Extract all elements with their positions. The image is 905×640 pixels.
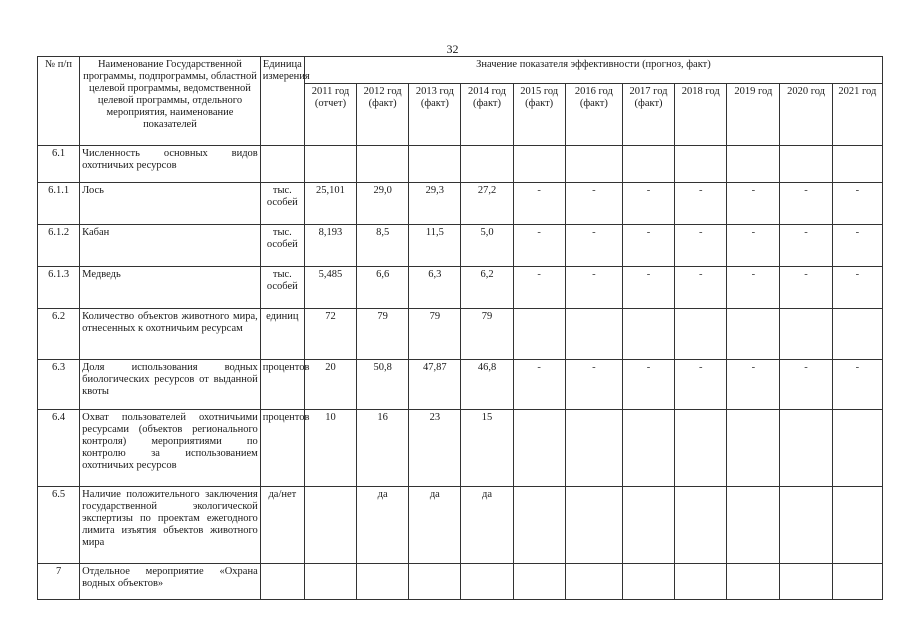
value-cell: [304, 146, 356, 183]
row-number: 7: [38, 564, 80, 600]
row-number: 6.1.1: [38, 183, 80, 225]
value-cell: -: [675, 183, 727, 225]
unit-cell: тыс. особей: [260, 183, 304, 225]
value-cell: [513, 146, 565, 183]
value-cell: 11,5: [409, 225, 461, 267]
value-cell: [727, 564, 780, 600]
value-cell: [357, 564, 409, 600]
value-cell: 20: [304, 360, 356, 410]
value-cell: 8,193: [304, 225, 356, 267]
value-cell: [780, 309, 832, 360]
value-cell: -: [727, 267, 780, 309]
indicator-name: Отдельное мероприятие «Охрана водных объектов»: [80, 564, 261, 600]
indicator-name: Медведь: [80, 267, 261, 309]
value-cell: -: [832, 267, 882, 309]
value-cell: [832, 487, 882, 564]
value-cell: 6,6: [357, 267, 409, 309]
value-cell: 79: [357, 309, 409, 360]
header-year: 2019 год: [727, 84, 780, 146]
row-number: 6.1: [38, 146, 80, 183]
value-cell: [832, 410, 882, 487]
header-year: 2021 год: [832, 84, 882, 146]
value-cell: -: [675, 225, 727, 267]
value-cell: [565, 146, 622, 183]
value-cell: [675, 564, 727, 600]
header-year: 2011 год (отчет): [304, 84, 356, 146]
value-cell: 25,101: [304, 183, 356, 225]
value-cell: [513, 487, 565, 564]
value-cell: -: [622, 360, 674, 410]
value-cell: 16: [357, 410, 409, 487]
indicator-name: Охват пользователей охотничьими ресурсами (объектов регионального контроля) мероприятиями по контролю за использованием охотничьих ресурсов: [80, 410, 261, 487]
value-cell: [357, 146, 409, 183]
value-cell: [675, 309, 727, 360]
indicator-name: Численность основных видов охотничьих ресурсов: [80, 146, 261, 183]
value-cell: [461, 564, 513, 600]
value-cell: [565, 309, 622, 360]
value-cell: -: [622, 183, 674, 225]
value-cell: -: [832, 183, 882, 225]
value-cell: -: [565, 183, 622, 225]
value-cell: [675, 487, 727, 564]
page-number: 32: [446, 42, 459, 56]
indicator-name: Доля использования водных биологических ресурсов от выданной квоты: [80, 360, 261, 410]
value-cell: -: [513, 225, 565, 267]
value-cell: 79: [461, 309, 513, 360]
header-year: 2018 год: [675, 84, 727, 146]
value-cell: 5,0: [461, 225, 513, 267]
value-cell: [780, 564, 832, 600]
value-cell: -: [727, 183, 780, 225]
value-cell: -: [622, 225, 674, 267]
value-cell: [727, 487, 780, 564]
header-year: 2016 год (факт): [565, 84, 622, 146]
value-cell: [565, 487, 622, 564]
value-cell: [832, 146, 882, 183]
table-row: [38, 146, 883, 183]
value-cell: -: [513, 183, 565, 225]
value-cell: -: [780, 183, 832, 225]
header-year: 2015 год (факт): [513, 84, 565, 146]
value-cell: 79: [409, 309, 461, 360]
header-name: Наименование Государственной программы, подпрограммы, областной целевой программы, ведомственной целевой программы, отдельного мероприятия, наименование показателей: [80, 57, 261, 146]
indicator-name: Наличие положительного заключения государственной экологической экспертизы по проектам ежегодного лимита изъятия объектов животного мира: [80, 487, 261, 564]
unit-cell: да/нет: [260, 487, 304, 564]
table-body: [38, 146, 883, 600]
value-cell: [622, 309, 674, 360]
value-cell: -: [565, 267, 622, 309]
value-cell: -: [832, 360, 882, 410]
unit-cell: тыс. особей: [260, 267, 304, 309]
header-year: 2012 год (факт): [357, 84, 409, 146]
value-cell: [622, 410, 674, 487]
value-cell: [832, 309, 882, 360]
value-cell: 10: [304, 410, 356, 487]
value-cell: -: [727, 225, 780, 267]
value-cell: 5,485: [304, 267, 356, 309]
value-cell: -: [622, 267, 674, 309]
header-unit: Единица измерения: [260, 57, 304, 146]
value-cell: 6,2: [461, 267, 513, 309]
row-number: 6.1.2: [38, 225, 80, 267]
value-cell: [780, 410, 832, 487]
value-cell: [727, 309, 780, 360]
value-cell: -: [565, 225, 622, 267]
table-row: [38, 360, 883, 410]
value-cell: да: [357, 487, 409, 564]
table-row: [38, 267, 883, 309]
row-number: 6.5: [38, 487, 80, 564]
header-year: 2020 год: [780, 84, 832, 146]
indicators-table: [37, 56, 883, 600]
value-cell: 72: [304, 309, 356, 360]
value-cell: 50,8: [357, 360, 409, 410]
value-cell: [513, 309, 565, 360]
value-cell: 46,8: [461, 360, 513, 410]
value-cell: 27,2: [461, 183, 513, 225]
value-cell: [832, 564, 882, 600]
value-cell: -: [780, 267, 832, 309]
value-cell: [622, 487, 674, 564]
value-cell: -: [513, 267, 565, 309]
value-cell: -: [513, 360, 565, 410]
unit-cell: процентов: [260, 360, 304, 410]
header-num: № п/п: [38, 57, 80, 146]
row-number: 6.4: [38, 410, 80, 487]
header-year: 2014 год (факт): [461, 84, 513, 146]
value-cell: -: [832, 225, 882, 267]
value-cell: [513, 564, 565, 600]
indicator-name: Лось: [80, 183, 261, 225]
value-cell: [513, 410, 565, 487]
indicator-name: Кабан: [80, 225, 261, 267]
unit-cell: [260, 146, 304, 183]
value-cell: [727, 410, 780, 487]
header-group: Значение показателя эффективности (прогноз, факт): [304, 57, 882, 84]
header-year: 2013 год (факт): [409, 84, 461, 146]
value-cell: -: [780, 360, 832, 410]
unit-cell: единиц: [260, 309, 304, 360]
value-cell: [304, 487, 356, 564]
table-row: [38, 410, 883, 487]
value-cell: да: [409, 487, 461, 564]
value-cell: 23: [409, 410, 461, 487]
indicator-name: Количество объектов животного мира, отнесенных к охотничьим ресурсам: [80, 309, 261, 360]
value-cell: [780, 487, 832, 564]
table-row: [38, 183, 883, 225]
header-row-top: [38, 57, 883, 84]
value-cell: [565, 410, 622, 487]
row-number: 6.1.3: [38, 267, 80, 309]
table-row: [38, 487, 883, 564]
value-cell: -: [727, 360, 780, 410]
value-cell: 6,3: [409, 267, 461, 309]
table-row: [38, 564, 883, 600]
table-row: [38, 225, 883, 267]
value-cell: [622, 146, 674, 183]
value-cell: [727, 146, 780, 183]
value-cell: [565, 564, 622, 600]
table-row: [38, 309, 883, 360]
value-cell: да: [461, 487, 513, 564]
header-year: 2017 год (факт): [622, 84, 674, 146]
value-cell: [409, 146, 461, 183]
value-cell: -: [565, 360, 622, 410]
value-cell: -: [780, 225, 832, 267]
unit-cell: [260, 564, 304, 600]
value-cell: 8,5: [357, 225, 409, 267]
row-number: 6.3: [38, 360, 80, 410]
value-cell: 29,0: [357, 183, 409, 225]
value-cell: [622, 564, 674, 600]
unit-cell: процентов: [260, 410, 304, 487]
unit-cell: тыс. особей: [260, 225, 304, 267]
value-cell: [304, 564, 356, 600]
value-cell: [780, 146, 832, 183]
value-cell: 15: [461, 410, 513, 487]
value-cell: -: [675, 267, 727, 309]
value-cell: [461, 146, 513, 183]
value-cell: 47,87: [409, 360, 461, 410]
value-cell: [409, 564, 461, 600]
row-number: 6.2: [38, 309, 80, 360]
value-cell: -: [675, 360, 727, 410]
value-cell: [675, 146, 727, 183]
value-cell: [675, 410, 727, 487]
value-cell: 29,3: [409, 183, 461, 225]
